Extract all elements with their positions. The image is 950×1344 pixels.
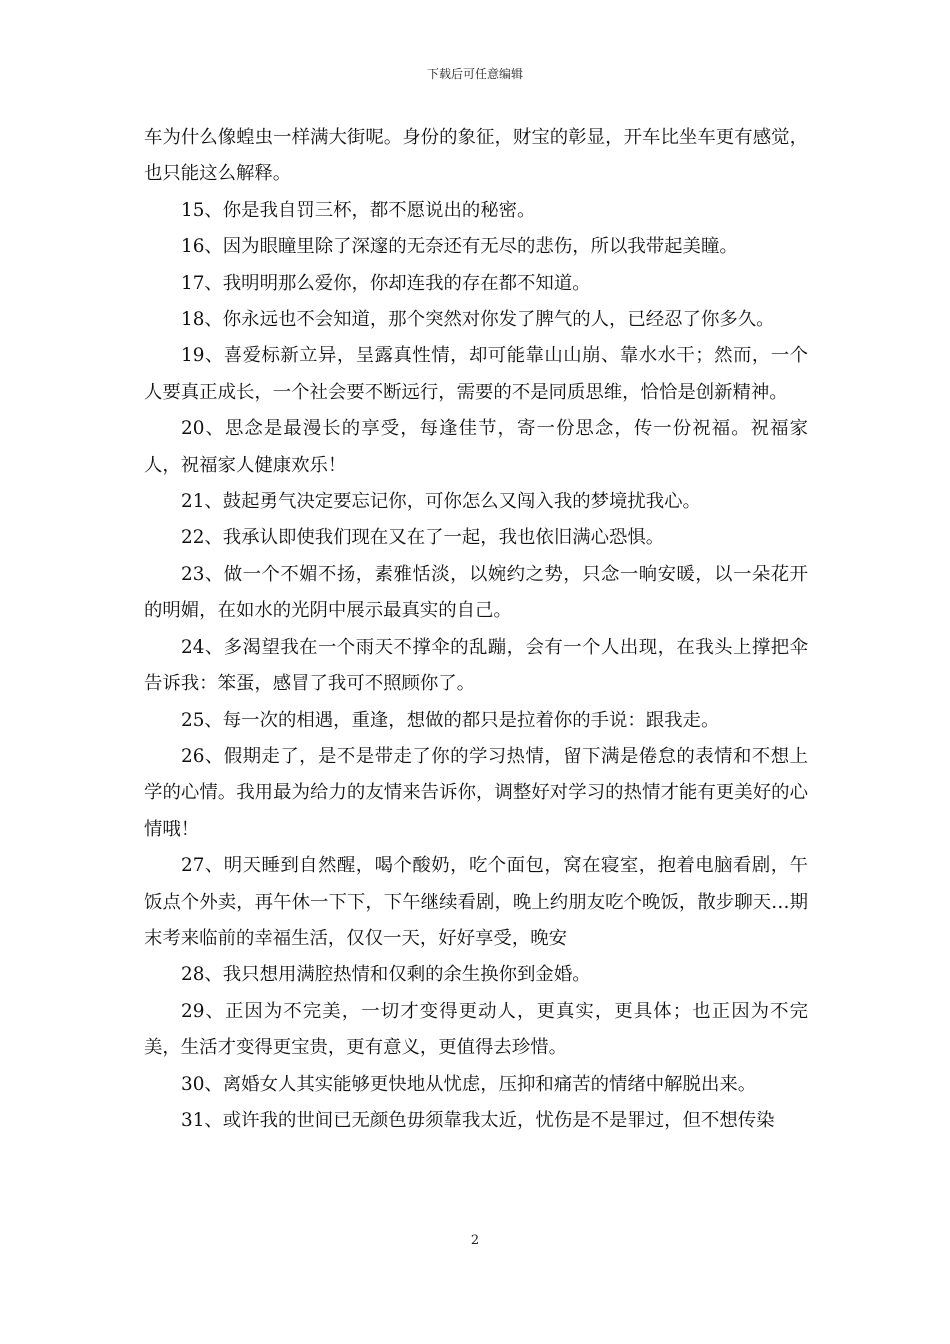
paragraph-20: 20、思念是最漫长的享受，每逢佳节，寄一份思念，传一份祝福。祝福家人，祝福家人健康欢乐！ [144,418,808,476]
paragraph-continuation: 车为什么像蝗虫一样满大街呢。身份的象征，财宝的彰显，开车比坐车更有感觉，也只能这么解释。 [144,127,808,185]
paragraph-16: 16、因为眼瞳里除了深邃的无奈还有无尽的悲伤，所以我带起美瞳。 [181,236,738,258]
paragraph-24: 24、多渴望我在一个雨天不撑伞的乱蹦，会有一个人出现，在我头上撑把伞告诉我：笨蛋，感冒了我可不照顾你了。 [144,636,808,695]
paragraph-28: 28、我只想用满腔热情和仅剩的余生换你到金婚。 [181,964,591,986]
paragraph-25: 25、每一次的相遇，重逢，想做的都只是拉着你的手说：跟我走。 [181,709,720,731]
paragraph-19: 19、喜爱标新立异，呈露真性情，却可能靠山山崩、靠水水干；然而，一个人要真正成长，一个社会要不断远行，需要的不是同质思维，恰恰是创新精神。 [144,345,808,403]
paragraph-26: 26、假期走了，是不是带走了你的学习热情，留下满是倦怠的表情和不想上学的心情。我用最为给力的友情来告诉你，调整好对学习的热情才能有更美好的心情哦！ [144,745,808,840]
paragraph-29: 29、正因为不完美，一切才变得更动人，更真实，更具体；也正因为不完美，生活才变得更宝贵，更有意义，更值得去珍惜。 [144,1000,808,1059]
paragraph-21: 21、鼓起勇气决定要忘记你，可你怎么又闯入我的梦境扰我心。 [181,491,701,513]
paragraph-27: 27、明天睡到自然醒，喝个酸奶，吃个面包，窝在寝室，抱着电脑看剧，午饭点个外卖，再午休一下下，下午继续看剧，晚上约朋友吃个晚饭，散步聊天…期末考来临前的幸福生活，仅仅一天，好好享受，晚安 [144,855,808,949]
paragraph-15: 15、你是我自罚三杯，都不愿说出的秘密。 [181,199,536,221]
document-body [144,120,808,1139]
paragraph-17: 17、我明明那么爱你，你却连我的存在都不知道。 [181,272,591,294]
page-number: 2 [470,1233,480,1248]
page-header: 下载后可任意编辑 [426,67,523,81]
paragraph-23: 23、做一个不媚不扬，素雅恬淡，以婉约之势，只念一晌安暖，以一朵花开的明媚，在如水的光阴中展示最真实的自己。 [144,563,808,622]
paragraph-18: 18、你永远也不会知道，那个突然对你发了脾气的人，已经忍了你多久。 [181,309,775,331]
paragraph-22: 22、我承认即使我们现在又在了一起，我也依旧满心恐惧。 [181,527,665,549]
paragraph-31: 31、或许我的世间已无颜色毋须靠我太近，忧伤是不是罪过，但不想传染 [181,1109,775,1131]
paragraph-30: 30、离婚女人其实能够更快地从忧虑，压抑和痛苦的情绪中解脱出来。 [181,1073,757,1095]
